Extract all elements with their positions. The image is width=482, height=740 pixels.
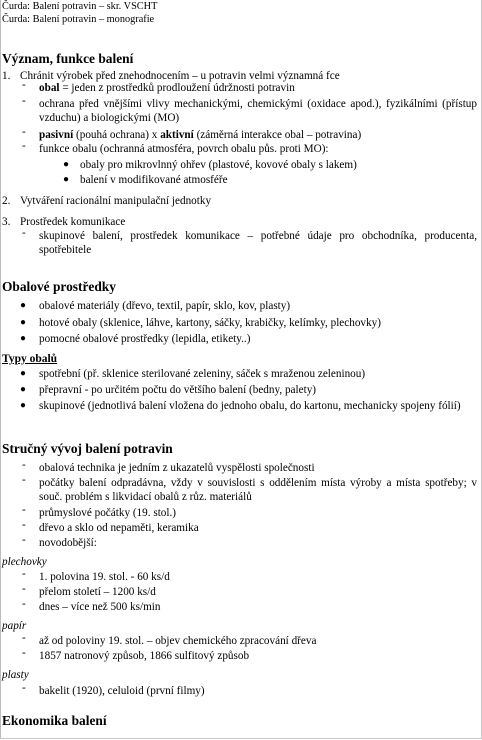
bullet-text: hotové obaly (sklenice, láhve, kartony, sáčky, krabičky, kelímky, plechovky) [39,317,381,329]
dash-marker: - [22,227,26,239]
bullet-marker: ● [20,333,27,344]
dash-item-text [39,129,361,143]
dash-marker: - [22,126,26,138]
dash-item-text: počátky balení odpradávna, vždy v souvislosti s oddělením místa výroby a místa spotřeby; v souč. problém s likvidací obalů z růz. materiálů [39,477,477,503]
dash-marker: - [22,647,26,659]
list-number: 2. [2,195,11,207]
header-line-2: Čurda: Balení potravin – monografie [2,14,155,25]
dash-item-text: dnes – více než 500 ks/min [39,601,161,613]
dash-marker: - [22,79,26,91]
dash-item-rest: = jeden z prostředků prodloužení údržnosti potravin [59,82,295,94]
bullet-text: přepravní - po určitém počtu do většího balení (bedny, palety) [39,384,317,396]
section-title-typy-obalu: Typy obalů [2,353,58,365]
dash-item-text: až od poloviny 19. stol. – objev chemického zpracování dřeva [39,635,317,647]
list-number: 1. [2,70,11,82]
sub-bullet-text: balení v modifikované atmosféře [80,174,228,186]
bullet-text: spotřební (př. sklenice sterilované zeleniny, sáček s mraženou zeleninou) [39,368,366,380]
bullet-text: obalové materiály (dřevo, textil, papír, sklo, kov, plasty) [39,300,291,312]
group-label-plasty: plasty [2,669,29,681]
section-title-obalove-prostredky: Obalové prostředky [2,279,116,294]
header-line-1: Čurda: Balení potravin – skr. VSCHT [2,1,158,12]
text-fragment: (pouhá ochrana) x [73,129,161,141]
dash-marker: - [22,534,26,546]
dash-item-text: ochrana před vnějšími vlivy mechanickými, chemickými (oxidace apod.), fyzikálními (přístup vzduchu) a biologickými (MO) [39,98,477,124]
group-label-plechovky: plechovky [2,556,47,568]
dash-item-text [39,82,295,96]
dash-marker: - [22,95,26,107]
dash-item-text: obalová technika je jedním z ukazatelů vyspělosti společnosti [39,462,315,474]
bullet-marker: ● [20,368,27,379]
bold-term: obal [39,82,60,94]
dash-marker: - [22,598,26,610]
dash-item-text: přelom století – 1200 ks/d [39,586,156,598]
dash-item-text: dřevo a sklo od nepaměti, keramika [39,522,199,534]
sub-bullet-text: obaly pro mikrovlnný ohřev (plastové, kovové obaly s lakem) [80,159,357,171]
bullet-marker: ● [63,174,70,185]
bullet-marker: ● [20,317,27,328]
dash-marker: - [22,568,26,580]
dash-item-text: 1857 natronový způsob, 1866 sulfitový způsob [39,650,250,662]
bullet-marker: ● [20,400,27,411]
dash-marker: - [22,682,26,694]
dash-item-text: 1. polovina 19. stol. - 60 ks/d [39,571,170,583]
list-number: 3. [2,216,11,228]
dash-item-text: skupinové balení, prostředek komunikace – potřebné údaje pro obchodníka, producenta, spotřebitele [39,230,477,256]
bullet-marker: ● [63,159,70,170]
bullet-marker: ● [20,300,27,311]
section-title-vyznam: Význam, funkce balení [2,51,134,66]
dash-item-text: bakelit (1920), celuloid (první filmy) [39,685,205,697]
dash-item-text: průmyslové počátky (19. stol.) [39,507,177,519]
section-title-ekonomika: Ekonomika balení [2,713,107,728]
dash-marker: - [22,583,26,595]
bullet-text: skupinové (jednotlivá balení vložena do jednoho obalu, do kartonu, mechanicky spojeny fólií) [39,400,461,412]
dash-marker: - [22,519,26,531]
dash-item-text: funkce obalu (ochranná atmosféra, povrch obalu půs. proti MO): [39,143,329,155]
dash-marker: - [22,140,26,152]
dash-marker: - [22,632,26,644]
list-item-text: Vytváření racionální manipulační jednotky [20,195,212,207]
section-title-strucny-vyvoj: Stručný vývoj balení potravin [2,441,173,456]
group-label-papir: papír [2,620,27,632]
bold-term-active: aktivní [160,129,194,141]
dash-marker: - [22,459,26,471]
dash-marker: - [22,504,26,516]
list-item-text: Prostředek komunikace [20,216,126,228]
list-item-text: Chránit výrobek před znehodnocením – u potravin velmi významná fce [20,70,340,82]
dash-marker: - [22,474,26,486]
bold-term-passive: pasivní [39,129,74,141]
bullet-text: pomocné obalové prostředky (lepidla, etikety..) [39,333,251,345]
dash-item-text: novodobější: [39,537,97,549]
bullet-marker: ● [20,384,27,395]
text-fragment: (záměrná interakce obal – potravina) [193,129,362,141]
